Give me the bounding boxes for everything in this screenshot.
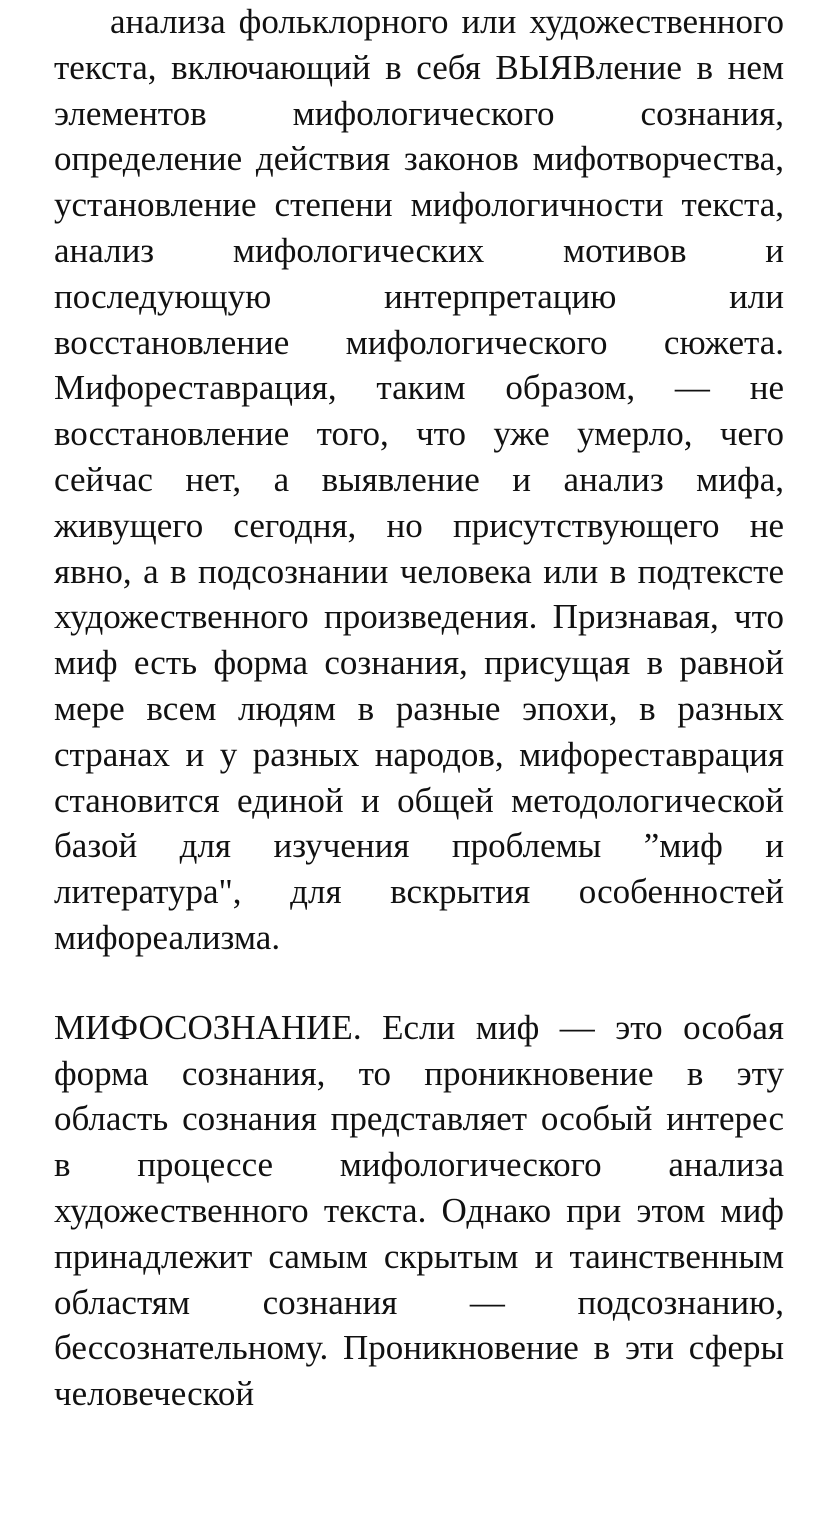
paragraph-mythorestoration: анализа фольклорного или художественного текста, включающий в себя ВЫЯВление в нем элементов мифологического сознания, определение действия законов мифотворчества, установление степени мифологичности текста, анализ мифологических мотивов и последующую интерпретацию или восстановление мифологического сюжета. Мифореставрация, таким образом, — не восстановление того, что уже умерло, чего сейчас нет, а выявление и анализ мифа, живущего сегодня, но присутствующего не явно, а в подсознании человека или в подтексте художественного произведения. Признавая, что миф есть форма сознания, присущая в равной мере всем людям в разные эпохи, в разных странах и у разных народов, мифореставрация становится единой и общей методологической базой для изучения проблемы ”миф и литература", для вскрытия особенностей мифореализма.: [54, 2, 784, 957]
paragraph-mythoconsciousness: МИФОСОЗНАНИЕ. Если миф — это особая форма сознания, то проникновение в эту область сознания представляет особый интерес в процессе мифологического анализа художественного текста. Однако при этом миф принадлежит самым скрытым и таинственным областям сознания — подсознанию, бессознательному. Проникновение в эти сферы человеческой: [54, 1007, 784, 1414]
document-page: [54, 0, 784, 1417]
